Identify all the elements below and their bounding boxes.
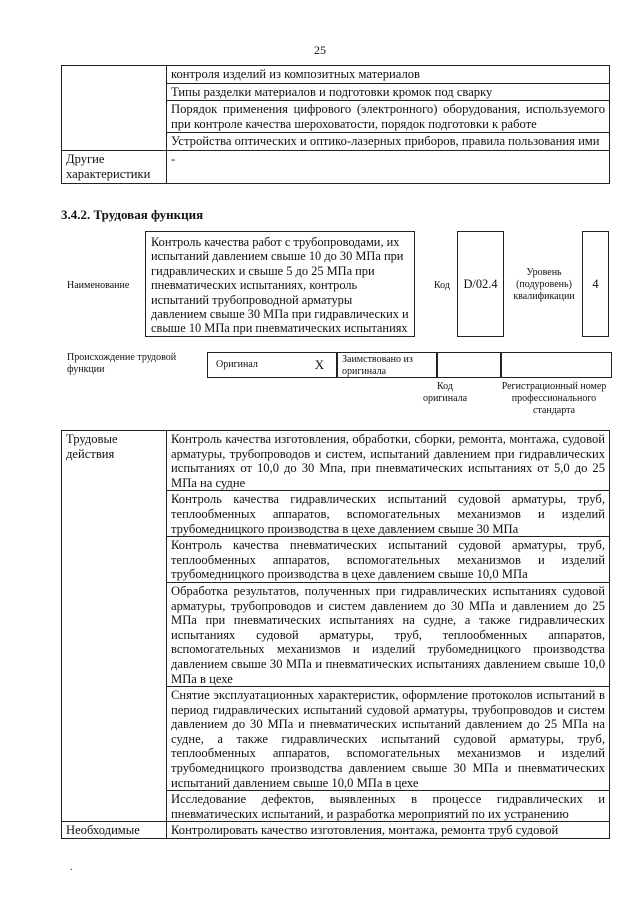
knowledge-item: Порядок применения цифрового (электронного) оборудования, используемого при контроле качества шероховатости, порядок подготовки к работе (167, 101, 610, 133)
code-original-label: Код оригинала (422, 381, 468, 404)
knowledge-label-cell (62, 66, 167, 151)
footer-mark: . (70, 862, 73, 873)
other-characteristics-label: Другие характеристики (62, 150, 167, 183)
knowledge-item: контроля изделий из композитных материалов (167, 66, 610, 84)
origin-label: Происхождение трудовой функции (67, 352, 177, 375)
code-label: Код (434, 280, 450, 291)
code-original-cell (437, 352, 501, 378)
knowledge-item: Устройства оптических и оптико-лазерных приборов, правила пользования ими (167, 133, 610, 151)
original-mark: X (303, 352, 337, 378)
borrowed-label: Заимствовано из оригинала (337, 352, 437, 378)
reg-number-cell (501, 352, 612, 378)
labor-action-item: Снятие эксплуатационных характеристик, оформление протоколов испытаний в период гидравлических испытаний судовой арматуры, трубопроводов и систем давлением до 30 МПа и пневматических испытаний давлением до 25 МПа на судне, а также гидравлических испытаний судовой арматуры, труб, теплообменных аппаратов, вспомогательных механизмов и изделий трубомедницкого производства давлением свыше 30 МПа и пневматических испытаний давлением свыше 10,0 МПа в цехе (167, 687, 610, 791)
labor-action-item: Обработка результатов, полученных при гидравлических испытаниях судовой арматуры, трубопроводов и систем давлением до 30 МПа и давлением до 25 МПа при пневматических испытаниях на судне, а также гидравлических испытаниях судовой арматуры, труб, теплообменных аппаратов, вспомогательных механизмов и изделий трубомедницкого производства давлением свыше 30 МПа и пневматических испытаниях давлением свыше 10,0 МПа в цехе (167, 582, 610, 686)
labor-action-item: Контроль качества изготовления, обработки, сборки, ремонта, монтажа, судовой арматуры, трубопроводов и систем, испытаний давлением при гидравлических испытаниях от 10,0 до 30 Мпа, при пневматических испытаниях от 5,0 до 25 МПа на судне (167, 431, 610, 491)
labor-actions-table (61, 430, 610, 839)
labor-action-item: Контроль качества пневматических испытаний судовой арматуры, труб, теплообменных аппаратов, вспомогательных механизмов и изделий трубомедницкого производства в цехе давлением свыше 10,0 МПа (167, 537, 610, 583)
reg-number-label: Регистрационный номер профессионального стандарта (501, 381, 607, 416)
qualification-level-box: 4 (582, 231, 609, 337)
section-title: 3.4.2. Трудовая функция (61, 207, 204, 222)
code-value-box: D/02.4 (457, 231, 504, 337)
labor-action-item: Исследование дефектов, выявленных в процессе гидравлических и пневматических испытаний, и разработка мероприятий по их устранению (167, 791, 610, 822)
name-label: Наименование (67, 280, 130, 291)
page-number: 25 (314, 43, 326, 57)
knowledge-item: Типы разделки материалов и подготовки кромок под сварку (167, 83, 610, 101)
labor-actions-label: Трудовые действия (62, 431, 167, 822)
other-characteristics-value: - (167, 150, 610, 183)
function-name-box: Контроль качества работ с трубопроводами, их испытаний давлением свыше 10 до 30 МПа при гидравлических и свыше 5 до 25 МПа при пневматических испытаниях, контроль испытаний трубопроводной арматуры давлением свыше 30 МПа при гидравлических и свыше 10 МПа при пневматических испытаниях (145, 231, 415, 337)
labor-action-item: Контроль качества гидравлических испытаний судовой арматуры, труб, теплообменных аппаратов, вспомогательных механизмов и изделий трубомедницкого производства в цехе давлением свыше 30 МПа (167, 491, 610, 537)
qualification-level-label: Уровень (подуровень) квалификации (513, 267, 575, 302)
knowledge-table-continuation (61, 65, 610, 184)
required-skills-label: Необходимые (62, 822, 167, 839)
required-skills-item: Контролировать качество изготовления, монтажа, ремонта труб судовой (167, 822, 610, 839)
original-label: Оригинал (207, 352, 303, 378)
